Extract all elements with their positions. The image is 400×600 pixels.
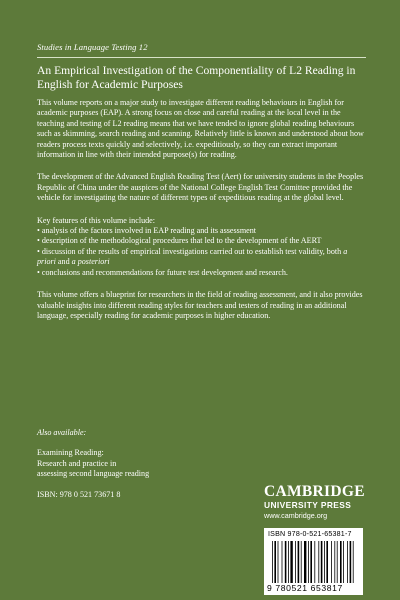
paragraph-2: The development of the Advanced English Reading Test (Aert) for university students in the Peoples Republic of China under the auspices of the National College English Test Comittee provided the vehicle for investigating the nature of different types of expeditious reading at the global level. — [37, 172, 364, 203]
also-available-label: Also available: — [37, 428, 87, 437]
publisher-name: CAMBRIDGE — [264, 483, 365, 500]
list-item: • analysis of the factors involved in EAP reading and its assessment — [37, 226, 367, 236]
publisher-url: www.cambridge.org — [264, 511, 328, 520]
features-list — [37, 226, 367, 278]
list-item-text: discussion of the results of empirical investigations carried out to establish test validity, both — [41, 246, 344, 256]
also-isbn: ISBN: 978 0 521 73671 8 — [37, 489, 121, 499]
closing-paragraph: This volume offers a blueprint for researchers in the field of reading assessment, and it also provides valuable insights into different reading styles for teachers and testers of reading in an additional language, especially reading for academic purposes in higher education. — [37, 290, 363, 320]
a-posteriori: a posteriori — [71, 257, 110, 267]
and: and — [55, 257, 72, 267]
publisher-sub: UNIVERSITY PRESS — [264, 500, 352, 510]
also-title-2: Research and practice in — [37, 458, 117, 468]
list-item: • description of the methodological procedures that led to the development of the AERT — [37, 236, 367, 246]
barcode-bars — [272, 541, 358, 583]
also-available — [37, 428, 237, 500]
also-title-1: Examining Reading: — [37, 448, 104, 458]
a-priori: a priori — [37, 246, 348, 267]
list-item: • conclusions and recommendations for future test development and research. — [37, 268, 367, 278]
barcode-digits: 9 780521 653817 — [267, 583, 343, 593]
barcode — [264, 528, 363, 595]
list-item — [37, 247, 367, 268]
blurb — [37, 98, 367, 333]
publisher-logo — [264, 484, 374, 520]
features-lead: Key features of this volume include: — [37, 215, 155, 225]
also-title-3: assessing second language reading — [37, 469, 150, 479]
paragraph-1: This volume reports on a major study to investigate different reading behaviours in English for academic purposes (EAP). A strong focus on close and careful reading at the local level in the teaching and testing of L2 reading means that we have tended to ignore global reading behaviours such as skimming, search reading and scanning. Relatively little is known and understood about how readers process texts quickly and selectively, i.e. expeditiously, so they can extract important information in line with their intended purpose(s) for reading. — [37, 98, 364, 160]
series-title: Studies in Language Testing 12 — [37, 42, 148, 52]
barcode-isbn: ISBN 978-0-521-65381-7 — [268, 530, 352, 538]
divider — [37, 57, 366, 58]
book-title: An Empirical Investigation of the Componentiality of L2 Reading in English for Academic Purposes — [37, 64, 356, 91]
key-features — [37, 216, 367, 278]
